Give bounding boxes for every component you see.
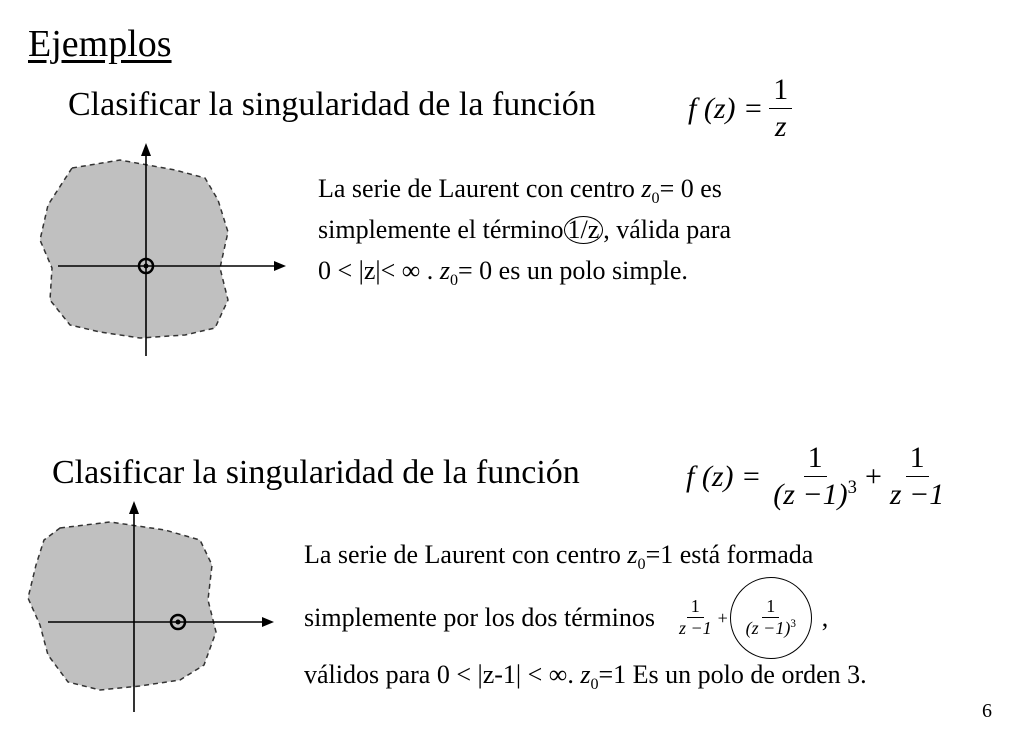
text-fragment: 0 < |z|< ∞ . xyxy=(318,256,440,285)
variable-z: z xyxy=(627,540,638,569)
text-fragment: =1 está formada xyxy=(645,540,814,569)
term2-denominator: z −1 xyxy=(889,477,945,511)
text-fragment: = 0 es un polo simple. xyxy=(458,256,688,285)
small-term2-den-text: (z −1) xyxy=(745,618,791,639)
fraction-denominator: z xyxy=(774,109,787,143)
example2-line3 xyxy=(304,662,867,693)
term1-den-text: (z −1) xyxy=(773,477,848,511)
variable-z: z xyxy=(641,174,652,203)
page-number: 6 xyxy=(982,700,992,722)
small-term1-den: z −1 xyxy=(678,618,712,639)
text-fragment: =1 Es un polo de orden 3. xyxy=(598,660,867,689)
small-term1-num: 1 xyxy=(687,596,704,618)
text-fragment: , válida para xyxy=(603,215,732,244)
plus-sign: + xyxy=(864,460,882,493)
text-fragment: simplemente por los dos términos xyxy=(304,603,655,632)
circled-term: 1/z xyxy=(564,216,604,244)
example1-heading: Clasificar la singularidad de la función xyxy=(68,86,596,123)
term1-exponent: 3 xyxy=(847,476,857,498)
fraction-numerator: 1 xyxy=(769,73,792,109)
variable-z: z xyxy=(439,256,450,285)
slide-title: Ejemplos xyxy=(28,23,172,65)
text-fragment: simplemente el término xyxy=(318,215,564,244)
pole-dot xyxy=(176,620,181,625)
example2-heading: Clasificar la singularidad de la función xyxy=(52,454,580,491)
subscript: 0 xyxy=(590,676,599,694)
text-fragment: La serie de Laurent con centro xyxy=(318,174,642,203)
text-fragment: válidos para 0 < |z-1| < ∞. xyxy=(304,660,581,689)
small-term2-den xyxy=(742,618,800,640)
formula-lhs: f (z) = xyxy=(686,460,762,493)
axis-arrow-up xyxy=(129,501,139,514)
small-plus: + xyxy=(717,608,728,628)
small-term2 xyxy=(742,596,800,639)
small-term2-num: 1 xyxy=(762,596,779,618)
text-fragment: La serie de Laurent con centro xyxy=(304,540,628,569)
term1-numerator: 1 xyxy=(804,441,827,477)
formula-lhs: f (z) = xyxy=(688,92,764,125)
example2-line1 xyxy=(304,542,813,573)
subscript: 0 xyxy=(449,272,458,290)
text-fragment: = 0 es xyxy=(659,174,722,203)
small-term1 xyxy=(675,596,716,639)
subscript: 0 xyxy=(651,190,660,208)
comma: , xyxy=(821,603,829,632)
example2-line2 xyxy=(304,590,828,646)
subscript: 0 xyxy=(637,556,646,574)
variable-z: z xyxy=(580,660,591,689)
term2-numerator: 1 xyxy=(906,441,929,477)
circled-term xyxy=(730,577,812,659)
singularity-region xyxy=(28,522,216,690)
small-term2-exponent: 3 xyxy=(790,618,796,631)
axis-arrow-right xyxy=(262,617,274,627)
